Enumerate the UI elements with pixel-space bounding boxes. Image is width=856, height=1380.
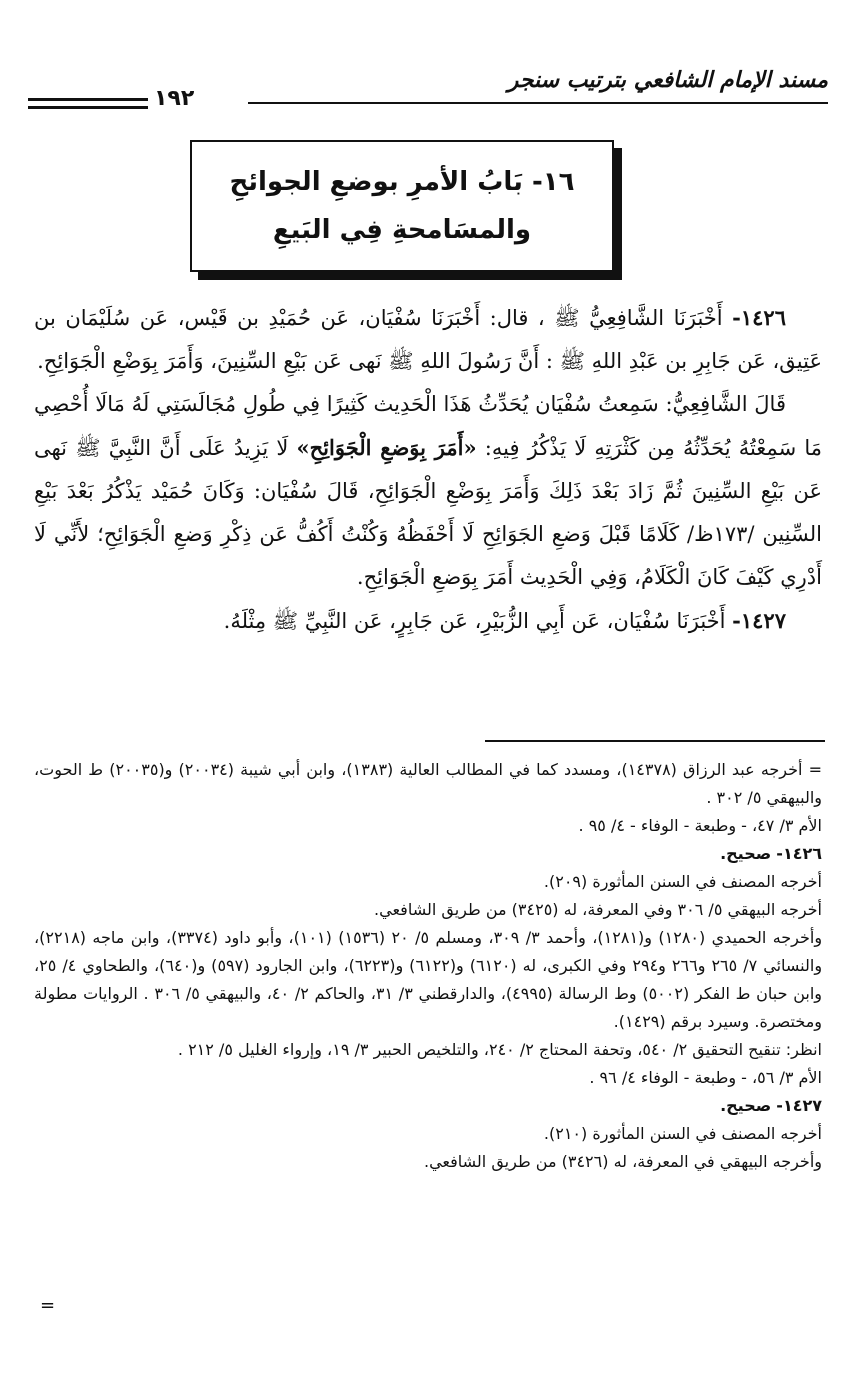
chapter-heading-box — [190, 140, 614, 272]
continuation-mark: = — [40, 1295, 56, 1316]
footnote: = أخرجه عبد الرزاق (١٤٣٧٨)، ومسدد كما في المطالب العالية (١٣٨٣)، وابن أبي شيبة (٢٠٠٣٤) و(٢٠٠٣٥) ط الحوت، والبيهقي ٥/ ٣٠٢ . — [34, 760, 823, 807]
footnote-grade: صحيح. — [720, 1096, 772, 1115]
footnote-number: ١٤٢٧- — [776, 1096, 822, 1115]
footnote: الأم ٣/ ٥٦، - وطبعة - الوفاء ٤/ ٩٦ . — [589, 1068, 822, 1087]
footnote: وأخرجه الحميدي (١٢٨٠) و(١٢٨١)، وأحمد ٣/ ٣٠٩، ومسلم ٥/ ٢٠ (١٥٣٦) (١٠١)، وأبو داود (٣٣٧٤)، وابن ماجه (٢٢١٨)، والنسائي ٧/ ٢٦٥ و٢٦٦ و٢٩٤ وفي الكبرى، له (٦١٢٠) و(٦١٢٢) و(٦٢٢٣)، وابن الجارود (٥٩٧) و(٦٤٠)، والطحاوي ٤/ ٢٥، وابن حبان ط الفكر (٥٠٠٢) وط الرسالة (٤٩٩٥)، والدارقطني ٣/ ٣١، والحاكم ٢/ ٤٠، والبيهقي ٥/ ٣٠٦ . الروايات مطولة ومختصرة. وسيرد برقم (١٤٢٩). — [34, 928, 823, 1031]
footnote-separator — [485, 740, 825, 742]
shafii-commentary — [34, 383, 822, 599]
page-header — [28, 62, 828, 122]
page-number: ١٩٢ — [154, 86, 195, 111]
footnote-number: ١٤٢٦- — [776, 844, 822, 863]
hadith-number: ١٤٢٧- — [732, 608, 786, 633]
commentary-text-1: قَالَ الشَّافِعِيُّ: سَمِعتُ سُفْيَان يُحَدِّثُ هَذَا الْحَدِيث كَثِيرًا فِي طُولِ مُجَالَسَتِي لَهُ مَالَا أُحْصِي مَا سَمِعْتُهُ يُحَدِّثُهُ مِن كَثْرَتِهِ لَا يَذْكُرُ فِيهِ: — [34, 392, 822, 460]
header-rule — [248, 102, 828, 104]
hadith-number: ١٤٢٦- — [732, 305, 786, 330]
hadith-1426 — [34, 296, 822, 383]
running-title: مسند الإمام الشافعي بترتيب سنجر — [507, 68, 828, 93]
header-rule-double-bottom — [28, 106, 148, 109]
footnotes — [34, 756, 822, 1176]
footnote: أخرجه المصنف في السنن المأثورة (٢٠٩). — [543, 872, 822, 891]
chapter-title-line-2: والمسَامحةِ فِي البَيعِ — [272, 215, 532, 245]
footnote — [34, 840, 822, 868]
main-text — [34, 296, 822, 643]
footnote-grade: صحيح. — [720, 844, 772, 863]
hadith-1427 — [34, 599, 822, 643]
hadith-text: أَخْبَرَنَا سُفْيَان، عَن أَبِي الزُّبَيْرِ، عَن جَابِرٍ، عَن النَّبِيِّ ﷺ مِثْلَهُ. — [223, 609, 726, 633]
hadith-text: أَخْبَرَنَا الشَّافِعِيُّ ﷺ ، قال: أَخْبَرَنَا سُفْيَان، عَن حُمَيْدِ بن قَيْس، عَن سُلَيْمَان بن عَتِيق، عَن جَابِرِ بن عَبْدِ اللهِ ﷺ : أَنَّ رَسُولَ اللهِ ﷺ نَهى عَن بَيْعِ السِّنِينَ، وَأَمَرَ بِوَضْعِ الْجَوَائِحِ. — [34, 306, 822, 373]
footnote: أخرجه المصنف في السنن المأثورة (٢١٠). — [543, 1124, 822, 1143]
footnote: وأخرجه البيهقي في المعرفة، له (٣٤٢٦) من طريق الشافعي. — [423, 1152, 822, 1171]
footnote: الأم ٣/ ٤٧، - وطبعة - الوفاء - ٤/ ٩٥ . — [578, 816, 822, 835]
commentary-text-2: لَا يَزِيدُ عَلَى أَنَّ النَّبِيَّ ﷺ نَهى عَن بَيْعِ السِّنِينَ ثُمَّ زَادَ بَعْدَ ذَلِكَ وَأَمَرَ بِوَضْعِ الْجَوَائِحِ، قَالَ سُفْيَان: وَكَانَ حُمَيْد يَذْكُرُ بَعْدَ بَيْعِ السِّنِين /١٧٣ظ/ كَلَامًا قَبْلَ وَضعِ الجَوَائِحِ لَا أَحْفَظُهُ وَكُنْتُ أَكُفُّ عَن ذِكْرِ وَضعِ الْجَوَائِحِ؛ لأَنِّي لَا أَدْرِي كَيْفَ كَانَ الْكَلَامُ، وَفِي الْحَدِيث أَمَرَ بِوَضعِ الْجَوَائِحِ. — [34, 436, 822, 589]
footnote: انظر: تنقيح التحقيق ٢/ ٥٤٠، وتحفة المحتاج ٢/ ٢٤٠، والتلخيص الحبير ٣/ ١٩، وإرواء الغليل ٥/ ٢١٢ . — [177, 1040, 822, 1059]
chapter-title-line-1: ١٦- بَابُ الأمرِ بوضعِ الجوائحِ — [229, 167, 575, 197]
footnote: أخرجه البيهقي ٥/ ٣٠٦ وفي المعرفة، له (٣٤٢٥) من طريق الشافعي. — [374, 900, 822, 919]
footnote — [34, 1092, 822, 1120]
commentary-quote: «أَمَرَ بِوَضعِ الْجَوَائِحِ» — [296, 435, 477, 460]
header-rule-double-top — [28, 98, 148, 101]
